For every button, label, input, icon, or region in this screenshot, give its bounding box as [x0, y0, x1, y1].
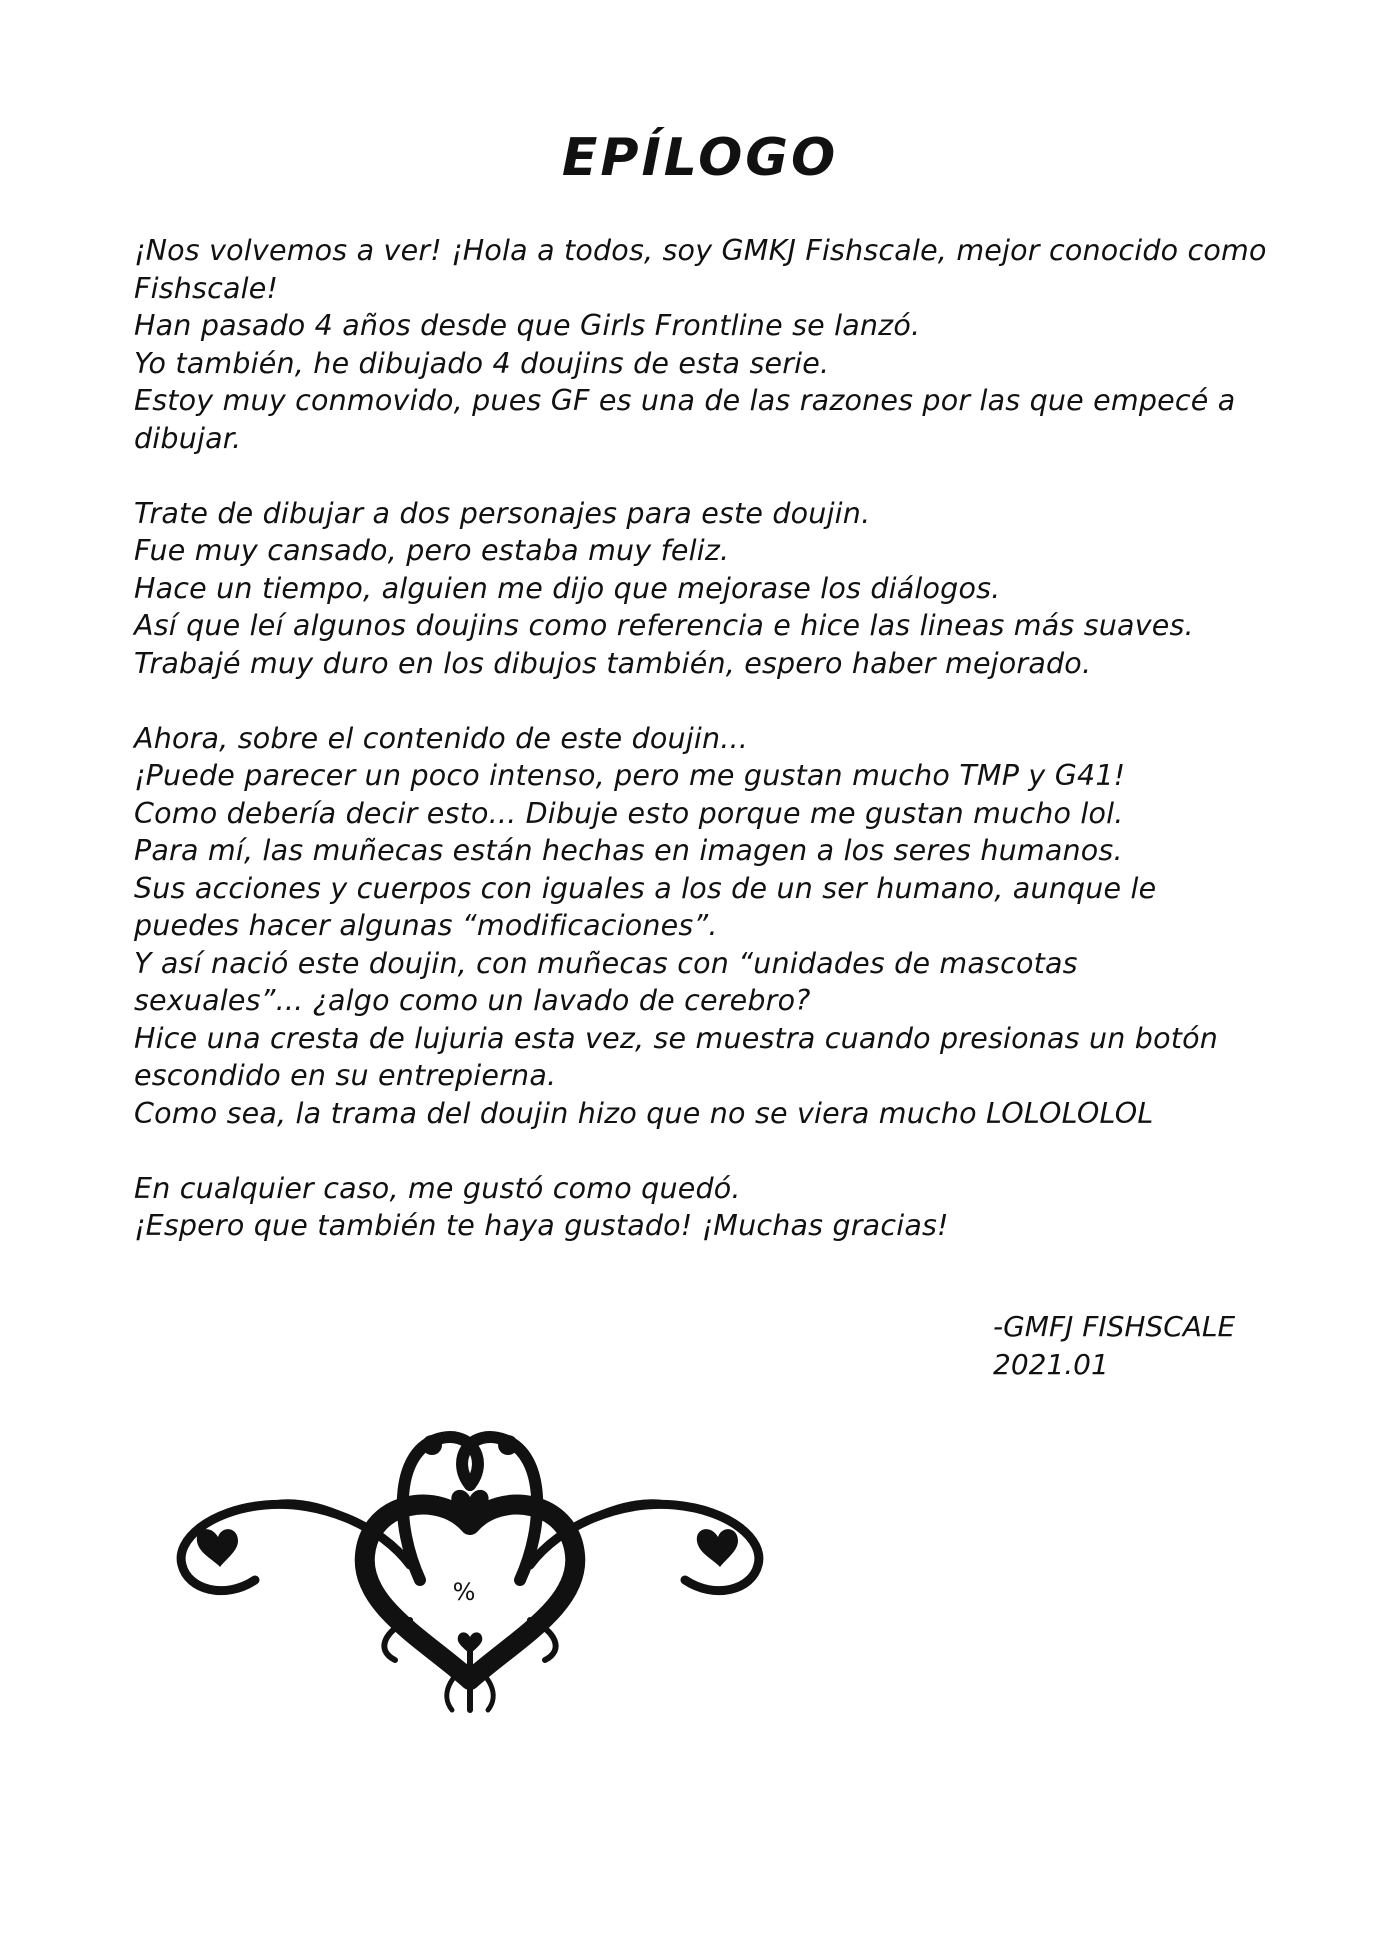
text-line: Yo también, he dibujado 4 doujins de esta serie. — [134, 346, 830, 380]
text-line: Hace un tiempo, alguien me dijo que mejorase los diálogos. — [134, 571, 1001, 605]
text-line: Fishscale! — [134, 271, 279, 305]
paragraph-1 — [134, 232, 1294, 457]
text-line: Han pasado 4 años desde que Girls Frontline se lanzó. — [134, 309, 921, 342]
signature-date: 2021.01 — [993, 1348, 1109, 1381]
text-line: Como sea, la trama del doujin hizo que no se viera mucho LOLOLOLOL — [134, 1096, 1154, 1130]
text-line: Trabajé muy duro en los dibujos también, espero haber mejorado. — [134, 646, 1092, 680]
heart-crest-ornament-icon — [170, 1405, 770, 1720]
text-line: Trate de dibujar a dos personajes para este doujin. — [134, 496, 871, 530]
text-line: Como debería decir esto... Dibuje esto porque me gustan mucho lol. — [134, 796, 1124, 830]
text-line: En cualquier caso, me gustó como quedó. — [134, 1171, 741, 1205]
paragraph-4 — [134, 1170, 1294, 1245]
text-line: Estoy muy conmovido, pues GF es una de las razones por las que empecé a — [134, 384, 1236, 417]
text-line: sexuales”... ¿algo como un lavado de cerebro? — [134, 984, 811, 1017]
text-line: Y así nació este doujin, con muñecas con “unidades de mascotas — [134, 946, 1078, 980]
text-line: Sus acciones y cuerpos con iguales a los de un ser humano, aunque le — [134, 871, 1157, 905]
text-line: Así que leí algunos doujins como referencia e hice las lineas más suaves. — [134, 609, 1194, 642]
text-line: Ahora, sobre el contenido de este doujin... — [134, 721, 749, 755]
text-line: ¡Puede parecer un poco intenso, pero me gustan mucho TMP y G41! — [134, 759, 1126, 792]
text-line: ¡Nos volvemos a ver! ¡Hola a todos, soy GMKJ Fishscale, mejor conocido como — [134, 234, 1267, 267]
text-line: Para mí, las muñecas están hechas en imagen a los seres humanos. — [134, 834, 1123, 867]
paragraph-3 — [134, 720, 1294, 1133]
text-line: dibujar. — [134, 421, 242, 455]
epilogue-body — [134, 232, 1294, 1282]
signature-name: -GMFJ FISHSCALE — [993, 1310, 1236, 1343]
text-line: ¡Espero que también te haya gustado! ¡Muchas gracias! — [134, 1209, 949, 1242]
text-line: escondido en su entrepierna. — [134, 1059, 557, 1092]
text-line: Hice una cresta de lujuria esta vez, se muestra cuando presionas un botón — [134, 1021, 1218, 1055]
signature — [993, 1308, 1235, 1384]
ornament-mark: % — [452, 1578, 476, 1606]
paragraph-2 — [134, 495, 1294, 683]
page-title: EPÍLOGO — [561, 128, 839, 188]
text-line: puedes hacer algunas “modificaciones”. — [134, 909, 718, 942]
text-line: Fue muy cansado, pero estaba muy feliz. — [134, 534, 730, 567]
